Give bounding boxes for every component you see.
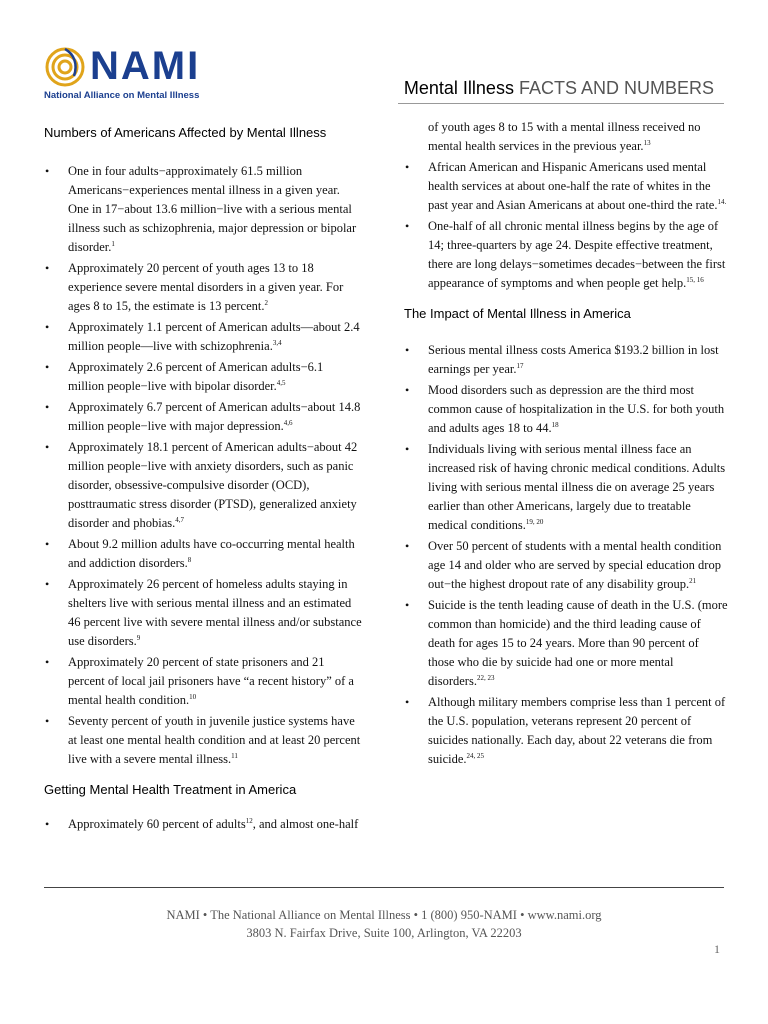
- footer: [0, 906, 768, 942]
- logo-wordmark: NAMI: [90, 44, 201, 88]
- list-item: [44, 162, 362, 257]
- right-column: [404, 118, 728, 771]
- list-item: [404, 693, 728, 769]
- footnote-ref: 2: [264, 298, 268, 307]
- left-column: [44, 118, 362, 836]
- footnote-ref: 18: [551, 420, 559, 429]
- footnote-ref: 4,7: [175, 515, 185, 524]
- item-text: Approximately 2.6 percent of American adults−6.1 million people−live with bipolar disorder.: [68, 360, 324, 393]
- item-text: Approximately 18.1 percent of American adults−about 42 million people−live with anxiety disorders, such as panic disorder, obsessive-compulsive disorder (OCD), posttraumatic stress disorder (PTSD), generalized anxiety disorder and phobias.: [68, 440, 358, 530]
- footnote-ref: 4,6: [283, 418, 293, 427]
- list-item: [44, 438, 362, 533]
- item-text: Over 50 percent of students with a mental health condition age 14 and older who are served by special education drop out−the highest dropout rate of any disability group.: [428, 539, 722, 591]
- footnote-ref: 9: [136, 633, 141, 642]
- footnote-ref: 22, 23: [476, 673, 495, 682]
- list-item: [404, 440, 728, 535]
- item-text: Approximately 26 percent of homeless adults staying in shelters live with serious mental illness and an estimated 46 percent live with severe mental illness and/or substance use disorders.: [68, 577, 362, 648]
- list-item: [44, 318, 362, 356]
- item-text: Serious mental illness costs America $193.2 billion in lost earnings per year.: [428, 343, 719, 376]
- footer-address: 3803 N. Fairfax Drive, Suite 100, Arlington, VA 22203: [246, 926, 522, 940]
- footnote-ref: 19, 20: [525, 517, 544, 526]
- page-title: [404, 78, 714, 99]
- list-item: [44, 358, 362, 396]
- nami-logo: [44, 44, 201, 104]
- footnote-ref: 14.: [717, 197, 727, 206]
- list-item: [404, 158, 728, 215]
- list-item: [404, 217, 728, 293]
- item-text: One in four adults−approximately 61.5 million Americans−experiences mental illness in a given year. One in 17−about 13.6 million−live with a serious mental illness such as schizophrenia, major depression or bipolar disorder.: [68, 164, 357, 254]
- item-text: Approximately 1.1 percent of American adults—about 2.4 million people—live with schizophrenia.: [68, 320, 360, 353]
- impact-list: [404, 341, 728, 769]
- affected-list: [44, 162, 362, 769]
- item-text: Approximately 20 percent of youth ages 13 to 18 experience severe mental disorders in a given year. For ages 8 to 15, the estimate is 13 percent.: [68, 261, 344, 313]
- list-item: [44, 259, 362, 316]
- treatment-list-start: [44, 815, 362, 834]
- list-item: [404, 381, 728, 438]
- section-heading-affected: Numbers of Americans Affected by Mental Illness: [44, 125, 327, 140]
- footnote-ref: 8: [187, 555, 192, 564]
- footnote-ref: 15, 16: [686, 275, 704, 284]
- list-item-continuation: [404, 118, 728, 156]
- list-item: [404, 341, 728, 379]
- logo-tagline: National Alliance on Mental Illness: [44, 90, 200, 101]
- footnote-ref: 1: [111, 239, 115, 248]
- item-text: African American and Hispanic Americans used mental health services at about one-half the rate of whites in the past year and Asian Americans at about one-third the rate.: [428, 160, 718, 212]
- treatment-list: [404, 158, 728, 293]
- item-text: Individuals living with serious mental illness face an increased risk of having chronic medical conditions. Adults living with serious mental illness die on average 25 years earlier than other Americans, largely due to treatable medical conditions.: [428, 442, 726, 532]
- page-number: 1: [714, 942, 720, 956]
- title-highlight: FACTS AND NUMBERS: [518, 78, 714, 98]
- section-heading-treatment: Getting Mental Health Treatment in America: [44, 782, 297, 797]
- section-heading-impact: The Impact of Mental Illness in America: [404, 306, 631, 321]
- footnote-ref: 3,4: [272, 338, 282, 347]
- item-text: About 9.2 million adults have co-occurring mental health and addiction disorders.: [68, 537, 355, 570]
- title-divider: [398, 103, 724, 104]
- footnote-ref: 13: [643, 138, 651, 147]
- item-text: Seventy percent of youth in juvenile justice systems have at least one mental health condition and at least 20 percent live with a severe mental illness.: [68, 714, 361, 766]
- footnote-ref: 24, 25: [466, 751, 485, 760]
- item-text: Although military members comprise less than 1 percent of the U.S. population, veterans represent 20 percent of suicides nationally. Each day, about 22 veterans die from suicide.: [428, 695, 726, 766]
- footnote-ref: 12: [245, 816, 253, 825]
- footnote-ref: 11: [231, 751, 238, 760]
- item-text: Approximately 20 percent of state prisoners and 21 percent of local jail prisoners have “a recent history” of a mental health condition.: [68, 655, 354, 707]
- title-main: Mental Illness: [403, 78, 514, 98]
- footer-contact: NAMI • The National Alliance on Mental Illness • 1 (800) 950-NAMI • www.nami.org: [166, 908, 602, 922]
- footnote-ref: 17: [516, 361, 524, 370]
- footer-divider: [44, 887, 724, 888]
- item-text: Mood disorders such as depression are the third most common cause of hospitalization in the U.S. for both youth and adults ages 18 to 44.: [428, 383, 725, 435]
- item-text: of youth ages 8 to 15 with a mental illness received no mental health services in the previous year.: [428, 120, 701, 153]
- item-text: Approximately 6.7 percent of American adults−about 14.8 million people−live with major depression.: [68, 400, 361, 433]
- item-text: Suicide is the tenth leading cause of death in the U.S. (more common than homicide) and the third leading cause of death for ages 15 to 24 years. More than 90 percent of those who die by suicide had one or more mental disorders.: [428, 598, 728, 688]
- list-item: [44, 535, 362, 573]
- footnote-ref: 21: [689, 576, 697, 585]
- item-text: , and almost one-half: [252, 817, 359, 831]
- list-item: [44, 815, 362, 834]
- list-item: [44, 398, 362, 436]
- list-item: [404, 596, 728, 691]
- item-text: One-half of all chronic mental illness begins by the age of 14; three-quarters by age 24. Despite effective treatment, there are long delays−sometimes decades−between the first appearance of symptoms and when people get help.: [428, 219, 726, 290]
- treatment-list-continued: [404, 118, 728, 156]
- list-item: [44, 712, 362, 769]
- list-item: [44, 575, 362, 651]
- footnote-ref: 10: [189, 692, 197, 701]
- item-text: Approximately 60 percent of adults: [68, 817, 246, 831]
- nami-swirl-icon: [44, 46, 90, 88]
- list-item: [44, 653, 362, 710]
- footnote-ref: 4,5: [276, 378, 286, 387]
- list-item: [404, 537, 728, 594]
